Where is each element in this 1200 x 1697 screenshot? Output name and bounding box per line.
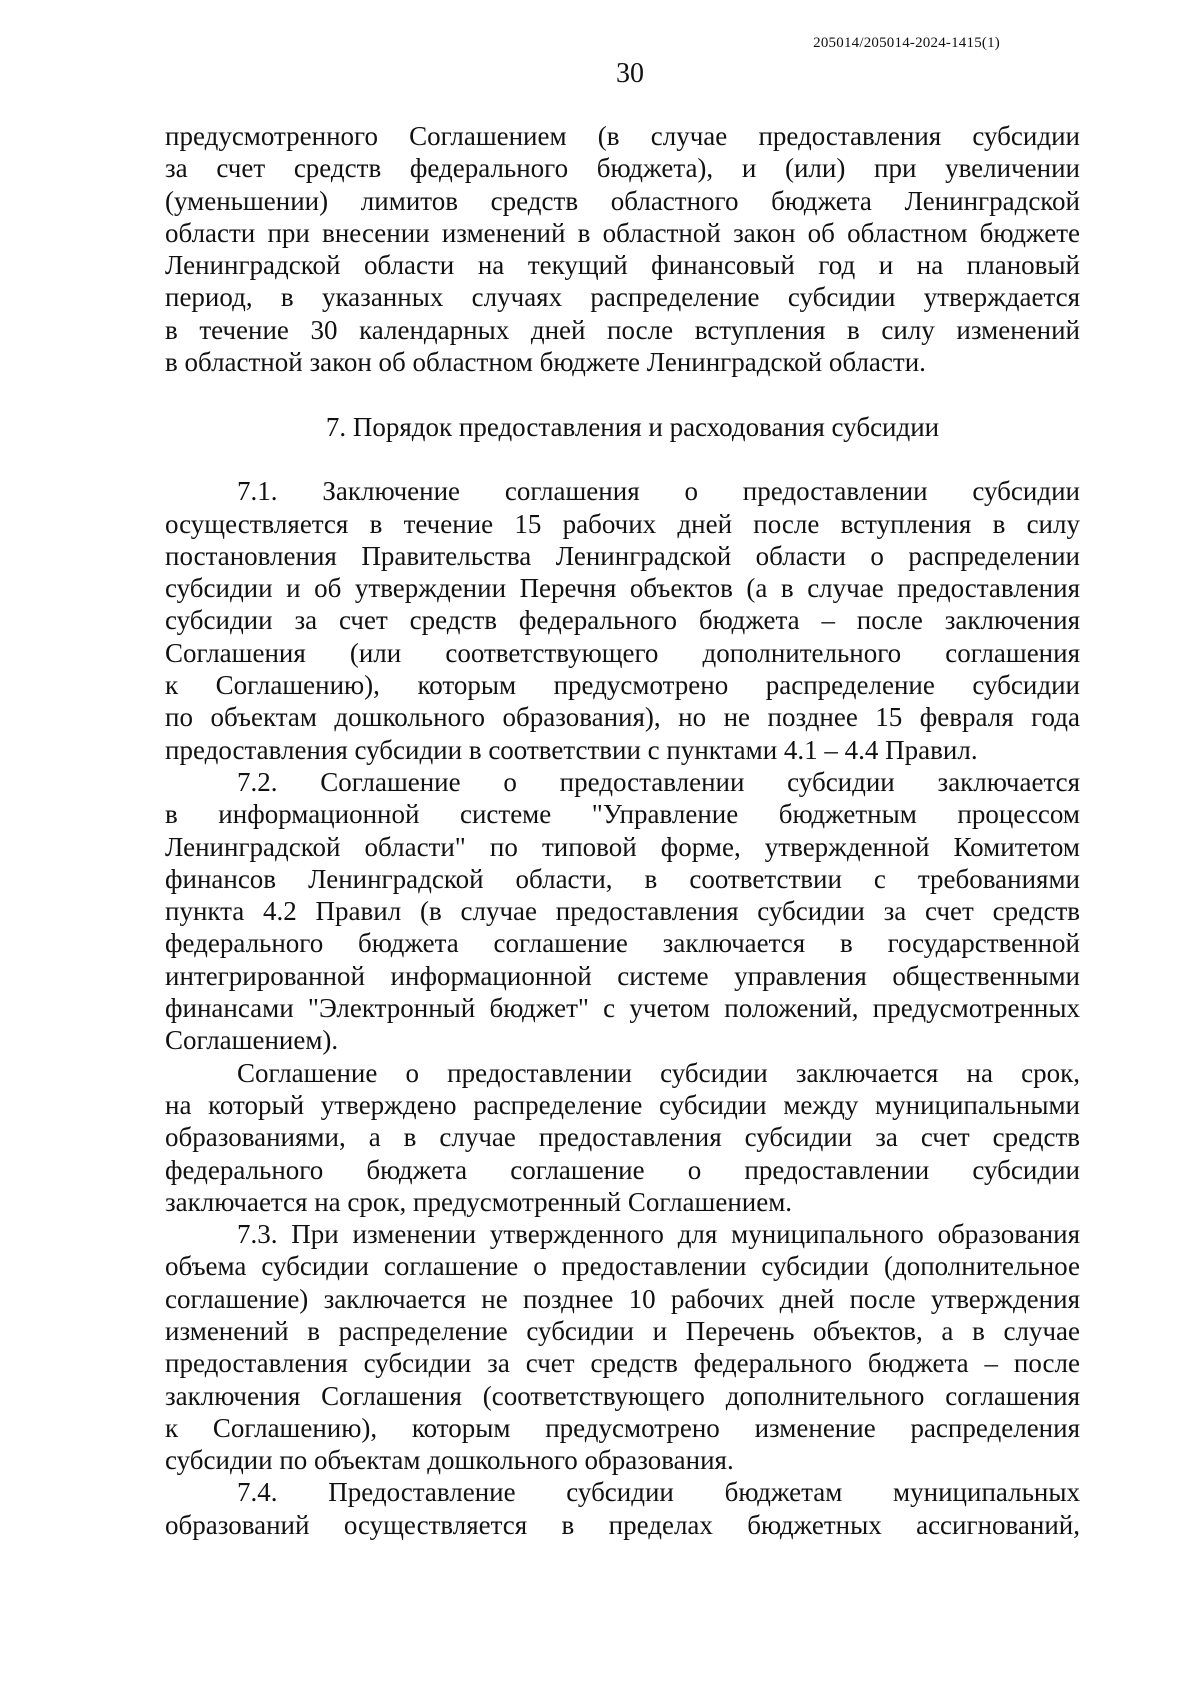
intro-paragraph bbox=[165, 120, 1080, 378]
text-line: финансов Ленинградской области, в соответствии с требованиями bbox=[165, 863, 1080, 894]
text-line: (уменьшении) лимитов средств областного бюджета Ленинградской bbox=[165, 185, 1080, 216]
text-line: финансами "Электронный бюджет" с учетом положений, предусмотренных bbox=[165, 993, 1080, 1024]
text-line: интегрированной информационной системе управления общественными bbox=[165, 960, 1080, 991]
section-heading: 7. Порядок предоставления и расходования субсидии bbox=[325, 411, 940, 442]
text-line: Соглашение о предоставлении субсидии заключается на срок, bbox=[237, 1057, 1080, 1088]
text-line: в течение 30 календарных дней после вступления в силу изменений bbox=[165, 314, 1080, 345]
paragraph-7-3 bbox=[165, 1218, 1080, 1476]
text-line: в областной закон об областном бюджете Ленинградской области. bbox=[165, 347, 926, 378]
text-line: период, в указанных случаях распределение субсидии утверждается bbox=[165, 282, 1080, 313]
text-line: осуществляется в течение 15 рабочих дней после вступления в силу bbox=[165, 508, 1080, 539]
text-line: Ленинградской области" по типовой форме, утвержденной Комитетом bbox=[165, 831, 1080, 862]
text-line: 7.2. Соглашение о предоставлении субсидии заключается bbox=[237, 766, 1080, 797]
blank-line bbox=[165, 378, 1080, 410]
text-line: Соглашения (или соответствующего дополнительного соглашения bbox=[165, 637, 1080, 668]
text-line: объема субсидии соглашение о предоставлении субсидии (дополнительное bbox=[165, 1251, 1080, 1282]
text-line: образований осуществляется в пределах бюджетных ассигнований, bbox=[165, 1509, 1080, 1540]
text-line: заключается на срок, предусмотренный Соглашением. bbox=[165, 1186, 793, 1217]
text-line: к Соглашению), которым предусмотрено распределение субсидии bbox=[165, 670, 1080, 701]
paragraph-7-1 bbox=[165, 475, 1080, 766]
text-line: предусмотренного Соглашением (в случае предоставления субсидии bbox=[165, 121, 1080, 151]
text-line: области при внесении изменений в областной закон об областном бюджете bbox=[165, 217, 1080, 248]
document-id: 205014/205014-2024-1415(1) bbox=[813, 35, 1000, 51]
text-line: изменений в распределение субсидии и Перечень объектов, а в случае bbox=[165, 1315, 1080, 1346]
text-line: субсидии за счет средств федерального бюджета – после заключения bbox=[165, 605, 1080, 636]
text-line: федерального бюджета соглашение заключается в государственной bbox=[165, 928, 1080, 959]
text-line: образованиями, а в случае предоставления субсидии за счет средств bbox=[165, 1122, 1080, 1153]
text-line: предоставления субсидии за счет средств федерального бюджета – после bbox=[165, 1348, 1080, 1379]
text-line: 7.4. Предоставление субсидии бюджетам муниципальных bbox=[237, 1477, 1080, 1508]
text-line: предоставления субсидии в соответствии с пунктами 4.1 – 4.4 Правил. bbox=[165, 734, 978, 765]
text-line: по объектам дошкольного образования), но не позднее 15 февраля года bbox=[165, 702, 1080, 733]
page-number: 30 bbox=[616, 58, 644, 89]
text-line: на который утверждено распределение субсидии между муниципальными bbox=[165, 1089, 1080, 1120]
text-line: федерального бюджета соглашение о предоставлении субсидии bbox=[165, 1154, 1080, 1185]
text-line: Соглашением). bbox=[165, 1025, 339, 1056]
text-line: Ленинградской области на текущий финансовый год и на плановый bbox=[165, 250, 1080, 281]
text-line: заключения Соглашения (соответствующего дополнительного соглашения bbox=[165, 1380, 1080, 1411]
paragraph-7-2 bbox=[165, 766, 1080, 1057]
text-line: соглашение) заключается не позднее 10 рабочих дней после утверждения bbox=[165, 1283, 1080, 1314]
paragraph-7-2-term bbox=[165, 1057, 1080, 1218]
text-line: пункта 4.2 Правил (в случае предоставления субсидии за счет средств bbox=[165, 896, 1080, 927]
text-line: за счет средств федерального бюджета), и (или) при увеличении bbox=[165, 153, 1080, 184]
blank-line bbox=[165, 443, 1080, 475]
text-line: субсидии и об утверждении Перечня объектов (а в случае предоставления bbox=[165, 573, 1080, 604]
text-line: субсидии по объектам дошкольного образования. bbox=[165, 1445, 734, 1476]
text-line: в информационной системе "Управление бюджетным процессом bbox=[165, 799, 1080, 830]
text-line: постановления Правительства Ленинградской области о распределении bbox=[165, 540, 1080, 571]
text-line: 7.3. При изменении утвержденного для муниципального образования bbox=[237, 1219, 1080, 1250]
paragraph-7-4 bbox=[165, 1476, 1080, 1541]
document-body bbox=[165, 120, 1080, 1541]
text-line: к Соглашению), которым предусмотрено изменение распределения bbox=[165, 1412, 1080, 1443]
text-line: 7.1. Заключение соглашения о предоставлении субсидии bbox=[237, 476, 1080, 507]
